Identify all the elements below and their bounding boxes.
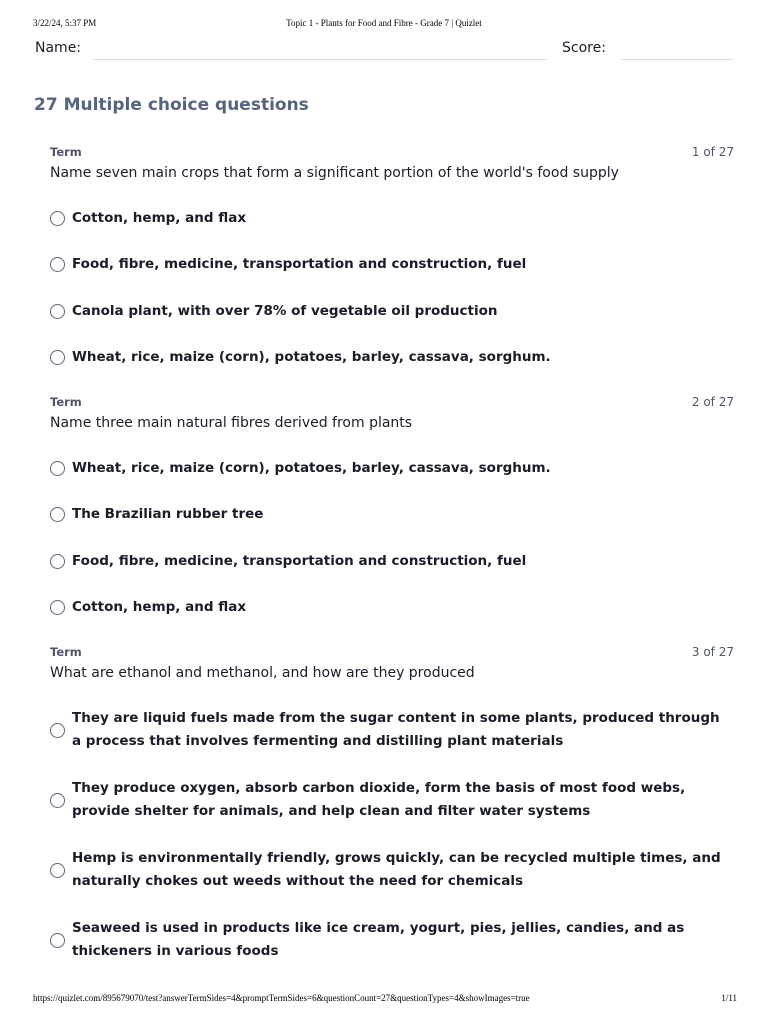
term-label: Term [50, 145, 82, 159]
answer-option-text: Food, fibre, medicine, transportation and construction, fuel [72, 256, 527, 272]
radio-icon[interactable] [50, 304, 65, 319]
score-label: Score: [562, 40, 606, 56]
radio-icon[interactable] [50, 600, 65, 615]
radio-icon[interactable] [50, 350, 65, 365]
section-title: 27 Multiple choice questions [34, 95, 309, 115]
answer-option[interactable] [50, 457, 734, 480]
answer-option-text: The Brazilian rubber tree [72, 506, 264, 522]
name-field[interactable] [93, 59, 547, 60]
answer-option[interactable] [50, 253, 734, 276]
radio-icon[interactable] [50, 554, 65, 569]
question-prompt: What are ethanol and methanol, and how are they produced [50, 665, 475, 681]
answer-option-text: Canola plant, with over 78% of vegetable oil production [72, 303, 498, 319]
answer-option-text: Cotton, hemp, and flax [72, 599, 247, 615]
answer-option[interactable] [50, 596, 734, 619]
question-counter: 1 of 27 [691, 145, 734, 159]
radio-icon[interactable] [50, 461, 65, 476]
answer-option[interactable] [50, 777, 734, 823]
radio-icon[interactable] [50, 863, 65, 878]
answer-option[interactable] [50, 207, 734, 230]
radio-icon[interactable] [50, 933, 65, 948]
radio-icon[interactable] [50, 793, 65, 808]
answer-option-text: Wheat, rice, maize (corn), potatoes, barley, cassava, sorghum. [72, 460, 551, 476]
answer-option[interactable] [50, 503, 734, 526]
answer-option[interactable] [50, 847, 734, 893]
print-page-number: 1/11 [721, 993, 737, 1003]
question-counter: 2 of 27 [691, 395, 734, 409]
question-card [50, 145, 734, 375]
answer-option[interactable] [50, 917, 734, 963]
answer-option[interactable] [50, 550, 734, 573]
term-label: Term [50, 395, 82, 409]
answer-option-text: Wheat, rice, maize (corn), potatoes, barley, cassava, sorghum. [72, 349, 551, 365]
question-card [50, 395, 734, 625]
radio-icon[interactable] [50, 257, 65, 272]
answer-option[interactable] [50, 300, 734, 323]
radio-icon[interactable] [50, 507, 65, 522]
answer-option[interactable] [50, 707, 734, 753]
radio-icon[interactable] [50, 211, 65, 226]
answer-option[interactable] [50, 346, 734, 369]
answer-option-text: Cotton, hemp, and flax [72, 210, 247, 226]
term-label: Term [50, 645, 82, 659]
question-prompt: Name three main natural fibres derived from plants [50, 415, 413, 431]
print-title: Topic 1 - Plants for Food and Fibre - Grade 7 | Quizlet [286, 18, 482, 28]
answer-option-text: Food, fibre, medicine, transportation and construction, fuel [72, 553, 527, 569]
answer-option-text: Hemp is environmentally friendly, grows quickly, can be recycled multiple times, and naturally chokes out weeds without the need for chemicals [72, 850, 721, 889]
answer-option-text: They are liquid fuels made from the sugar content in some plants, produced through a process that involves fermenting and distilling plant materials [72, 710, 720, 749]
print-footer [0, 993, 768, 1007]
answer-option-text: Seaweed is used in products like ice cream, yogurt, pies, jellies, candies, and as thickeners in various foods [72, 920, 685, 959]
name-label: Name: [35, 40, 82, 56]
print-url: https://quizlet.com/895679070/test?answerTermSides=4&promptTermSides=6&questionCount=27&questionTypes=4&showImages=true [33, 993, 530, 1003]
question-prompt: Name seven main crops that form a significant portion of the world's food supply [50, 165, 619, 181]
print-datetime: 3/22/24, 5:37 PM [33, 18, 97, 28]
answer-option-text: They produce oxygen, absorb carbon dioxide, form the basis of most food webs, provide shelter for animals, and help clean and filter water systems [72, 780, 686, 819]
question-counter: 3 of 27 [691, 645, 734, 659]
question-card [50, 645, 734, 965]
radio-icon[interactable] [50, 723, 65, 738]
name-score-row [35, 40, 735, 62]
print-header [0, 18, 768, 32]
score-field[interactable] [621, 59, 733, 60]
